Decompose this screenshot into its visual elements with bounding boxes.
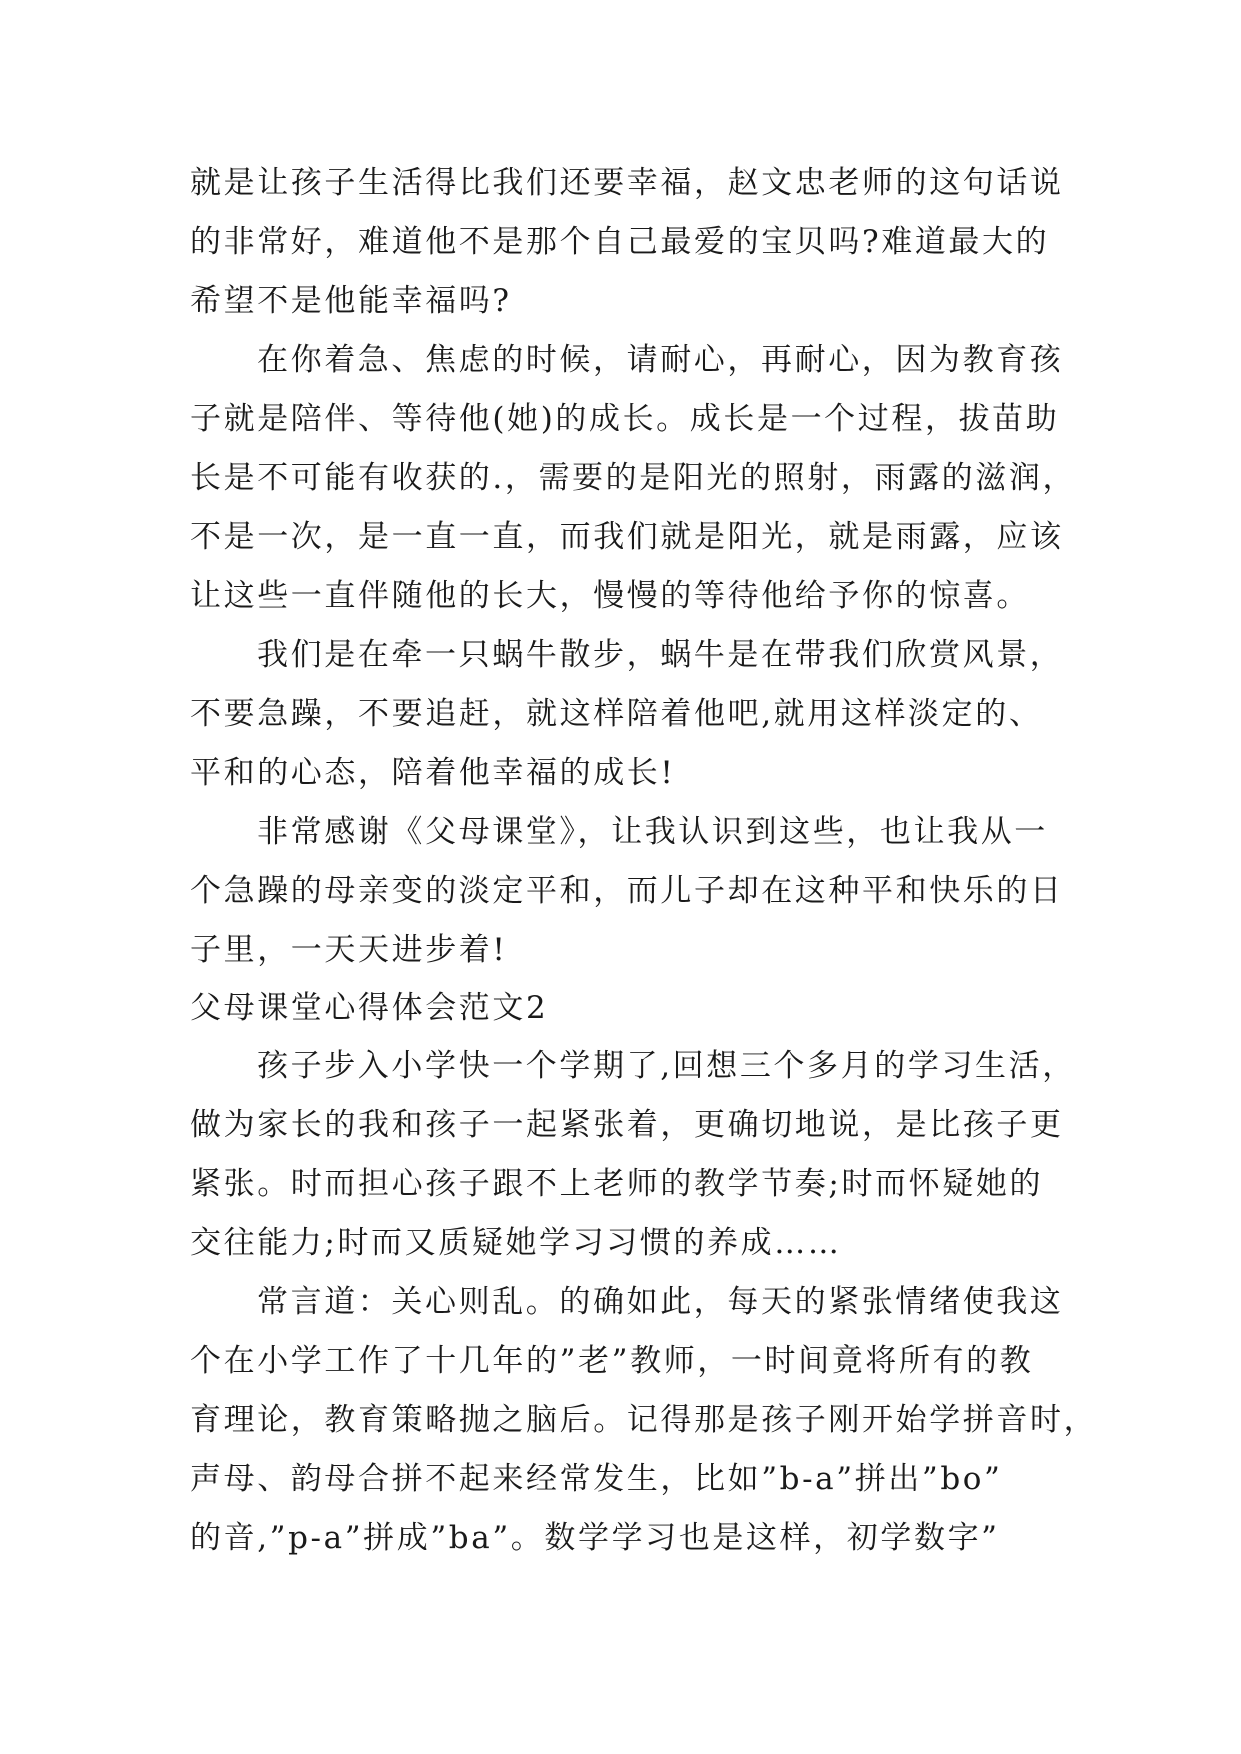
text-line: 个在小学工作了十几年的”老”教师，一时间竟将所有的教 xyxy=(190,1343,1034,1379)
text-line: 让这些一直伴随他的长大，慢慢的等待他给予你的惊喜。 xyxy=(190,578,1030,614)
paragraph-first-line: 非常感谢《父母课堂》，让我认识到这些，也让我从一 xyxy=(257,814,1048,850)
text-line: 声母、韵母合拼不起来经常发生，比如”b-a”拼出”bo” xyxy=(190,1461,1003,1497)
text-line: 就是让孩子生活得比我们还要幸福，赵文忠老师的这句话说 xyxy=(190,165,1064,201)
text-line: 个急躁的母亲变的淡定平和，而儿子却在这种平和快乐的日 xyxy=(190,873,1064,909)
paragraph-first-line: 在你着急、焦虑的时候，请耐心，再耐心，因为教育孩 xyxy=(257,342,1064,378)
paragraph-first-line: 我们是在牵一只蜗牛散步，蜗牛是在带我们欣赏风景， xyxy=(257,637,1064,673)
text-line: 紧张。时而担心孩子跟不上老师的教学节奏;时而怀疑她的 xyxy=(190,1166,1044,1202)
text-line: 做为家长的我和孩子一起紧张着，更确切地说，是比孩子更 xyxy=(190,1107,1064,1143)
text-line: 不要急躁，不要追赶，就这样陪着他吧,就用这样淡定的、 xyxy=(190,696,1043,732)
text-line: 不是一次，是一直一直，而我们就是阳光，就是雨露，应该 xyxy=(190,519,1064,555)
paragraph-first-line: 常言道：关心则乱。的确如此，每天的紧张情绪使我这 xyxy=(257,1284,1064,1320)
text-line: 育理论，教育策略抛之脑后。记得那是孩子刚开始学拼音时， xyxy=(190,1402,1098,1438)
text-line: 交往能力;时而又质疑她学习习惯的养成…… xyxy=(190,1225,842,1261)
text-line: 的非常好，难道他不是那个自己最爱的宝贝吗?难道最大的 xyxy=(190,224,1050,260)
text-line: 子里，一天天进步着! xyxy=(190,932,508,968)
text-line: 的音,”p-a”拼成”ba”。数学学习也是这样，初学数字” xyxy=(190,1520,1000,1556)
text-line: 平和的心态，陪着他幸福的成长! xyxy=(190,755,676,791)
section-heading: 父母课堂心得体会范文2 xyxy=(190,990,549,1026)
text-line: 子就是陪伴、等待他(她)的成长。成长是一个过程，拔苗助 xyxy=(190,401,1060,437)
text-line: 希望不是他能幸福吗? xyxy=(190,283,512,319)
text-line: 长是不可能有收获的.，需要的是阳光的照射，雨露的滋润， xyxy=(190,460,1077,496)
paragraph-first-line: 孩子步入小学快一个学期了,回想三个多月的学习生活， xyxy=(257,1048,1076,1084)
